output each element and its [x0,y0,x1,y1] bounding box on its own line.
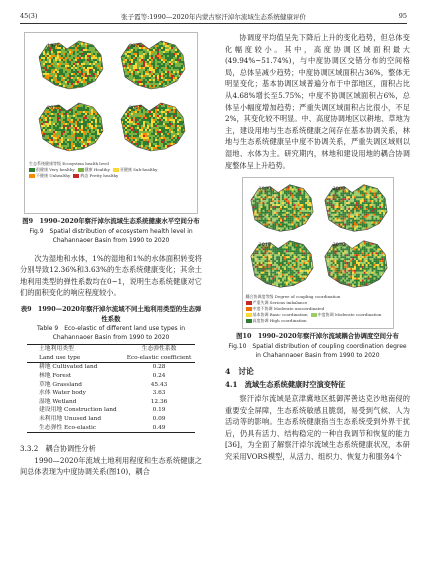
map-mosaic [115,37,189,93]
land-use-cell: 未利用地 Unused land [39,415,102,422]
land-use-cell: 林地 Forest [39,372,72,379]
legend-swatch [73,174,79,178]
coefficient-cell: 45.43 [150,381,168,388]
map-year-label: 2020 [129,105,142,111]
map-2020 [115,99,189,155]
legend-swatch [29,174,35,178]
legend-swatch [311,313,317,317]
table-9 [27,344,195,433]
map-2000 [115,37,189,93]
right-column [225,32,410,462]
table-row [27,381,195,390]
legend-swatch [29,168,35,172]
caption-cn: 图10 1990–2020年察汗淖尔流域耦合协调度空间分布 [236,332,399,341]
section-heading: 3.3.2 耦合协调性分析 [20,444,96,454]
legend-label: 很健康 Very healthy [36,167,75,172]
legend-swatch [246,307,252,311]
figure-9-caption [20,217,202,245]
legend-label: 不健康 Unhealthy [36,173,71,178]
map-2020 [319,236,391,292]
legend-item [29,173,70,179]
legend-item [246,318,307,324]
paragraph: 次为湿地和水体，1%的湿地和1%的水体面积转变将分别导致12.36%和3.63%的生态系统健康变化；其余土地利用类型的弹性系数均在0~1，说明生态系统健康对它们的面积变化的响应程度较小。 [20,253,202,298]
map-2000 [319,180,391,236]
legend-swatch [113,168,119,172]
subsection-heading: 4.1 流域生态系统健康时空演变特征 [225,380,346,390]
legend-item [311,312,382,318]
caption-cn: 图9 1990–2020年察汗淖尔流域生态系统健康水平空间分布 [22,217,200,225]
map-year-label: 2020 [332,242,346,249]
legend-label: 健康 Healthy [84,167,110,172]
table-row [27,424,195,433]
left-column [20,32,202,478]
legend-label: 病态 Pretty healthy [80,173,119,178]
legend-label: 基本协调 Basic coordination [252,312,308,318]
legend-title: 耦合协调度等级 Degree of coupling coordination [245,294,341,300]
paragraph: 1990—2020年流域土地利用程度和生态系统健康之间总体表现为中度协调关系(图10)，耦合 [20,455,202,477]
land-use-cell: 生态弹性 Eco-elastic [27,424,123,433]
coefficient-cell: 0.09 [152,415,166,422]
caption-en: Fig.10 Spatial distribution of coupling coordination degree in Chahannaoer Basin from 1990 to 2020 [228,342,407,359]
land-use-cell: 耕地 Cultivated land [39,364,98,371]
caption-cn: 表9 1990—2020年察汗淖尔流域不同土地利用类型的生态弹性系数 [20,304,202,323]
legend-item [73,173,118,179]
coefficient-cell: 3.63 [152,390,166,397]
map-1990 [245,180,317,236]
volume-issue: 45(3) [20,12,38,20]
table-row [27,398,195,407]
section-heading: 4 讨论 [225,366,254,376]
map-mosaic [245,181,317,235]
map-1990 [33,37,107,93]
map-year-label: 1990 [258,186,272,193]
legend-swatch [246,301,252,305]
legend-swatch [78,168,84,172]
coefficient-cell: 0.28 [152,364,166,371]
map-year-label: 2010 [47,105,60,111]
table-row [27,372,195,381]
paragraph: 察汗淖尔流域是京津冀地区抵御浑善达克沙地南侵的重要安全屏障，生态系统敏感且脆弱，易受到气候、人为活动等的影响。生态系统健康指当生态系统受到外界干扰后，仍具有活力、结构稳定的一种自我调节和恢复的能力[36]，为全面了解察汗淖尔流域生态系统健康状况，本研究采用VORS模型，从活力、组织力、恢复力和服务4个 [225,393,410,461]
figure-10-caption [225,332,410,360]
legend-swatch [246,313,252,317]
map-2010 [245,236,317,292]
map-mosaic [33,99,107,155]
coefficient-cell: 0.49 [123,424,195,433]
map-mosaic [319,237,391,291]
legend-items [29,167,193,179]
table-row [27,389,195,398]
legend-title: 生态系统健康等级 Ecosystem health level [29,161,109,166]
figure-9-maps [24,32,198,214]
running-title: 张子霞等:1990—2020年内蒙古察汗淖尔流域生态系统健康评价 [121,13,306,21]
col-header: 生态弹性系数 [123,345,195,354]
map-legend [246,294,391,324]
table-row [27,406,195,415]
coefficient-cell: 0.24 [152,372,166,379]
map-mosaic [245,237,317,291]
caption-en: Table 9 Eco-elastic of different land use types in Chahannaoer Basin from 1990 to 2020 [36,325,186,342]
running-header [20,9,407,24]
map-legend [29,161,193,179]
legend-label: 高度协调 High coordination [252,318,307,324]
land-use-cell: 建设用地 Construction land [39,407,117,414]
legend-label: 中度不协调 Moderate uncoordinated [252,306,325,312]
legend-swatch [246,319,252,323]
map-year-label: 1990 [47,43,60,49]
table-row [27,415,195,424]
land-use-cell: 湿地 Wetland [39,398,77,405]
col-header: Eco-elastic coefficient [123,354,195,363]
map-year-label: 2000 [332,186,346,193]
map-mosaic [319,181,391,235]
map-year-label: 2010 [258,242,272,249]
coefficient-cell: 12.36 [150,398,168,405]
legend-label: 中度协调 Moderate coordination [317,312,382,318]
table-row [27,363,195,372]
figure-10-maps [242,177,394,329]
map-mosaic [33,37,107,93]
paragraph: 协调度平均值呈先下降后上升的变化趋势，但总体变化幅度较小。其中，高度协调区域面积最大(49.94%~51.74%)，与中度协调区交错分布的空间格局，总体呈减少趋势；中度协调区域面积占36%，整体无明显变化；基本协调区域普遍分布于中部地区，面积占比从4.68%增长至5.75%；中度不协调区域面积占6%，总体呈小幅度增加趋势；严重失调区域面积占比很小，不足2%，其变化较不明显。中、高度协调地区以耕地、草地为主，建设用地与生态系统健康之间存在基本协调关系，林地与生态系统健康呈中度不协调关系，严重失调区域则以湿地、水体为主。研究期内，林地和建设用地的耦合协调度整体呈上升趋势。 [225,33,410,170]
map-year-label: 2000 [129,43,142,49]
col-header: Land use type [27,354,123,363]
page-number: 95 [398,12,407,20]
land-use-cell: 草地 Grassland [39,381,82,388]
legend-label: 亚健康 Sub-healthy [119,167,158,172]
map-2010 [33,99,107,155]
map-mosaic [115,99,189,155]
land-use-cell: 水体 Water body [39,390,86,397]
legend-items [246,300,391,324]
legend-item [113,167,158,173]
coefficient-cell: 0.19 [152,407,166,414]
table-body [27,363,195,433]
legend-label: 严重失调 Serious imbalance [252,300,308,306]
table-9-caption [20,305,202,342]
col-header: 土地利用类型 [27,345,123,354]
caption-en: Fig.9 Spatial distribution of ecosystem health level in Chahannaoer Basin from 1990 to 2020 [29,227,193,244]
